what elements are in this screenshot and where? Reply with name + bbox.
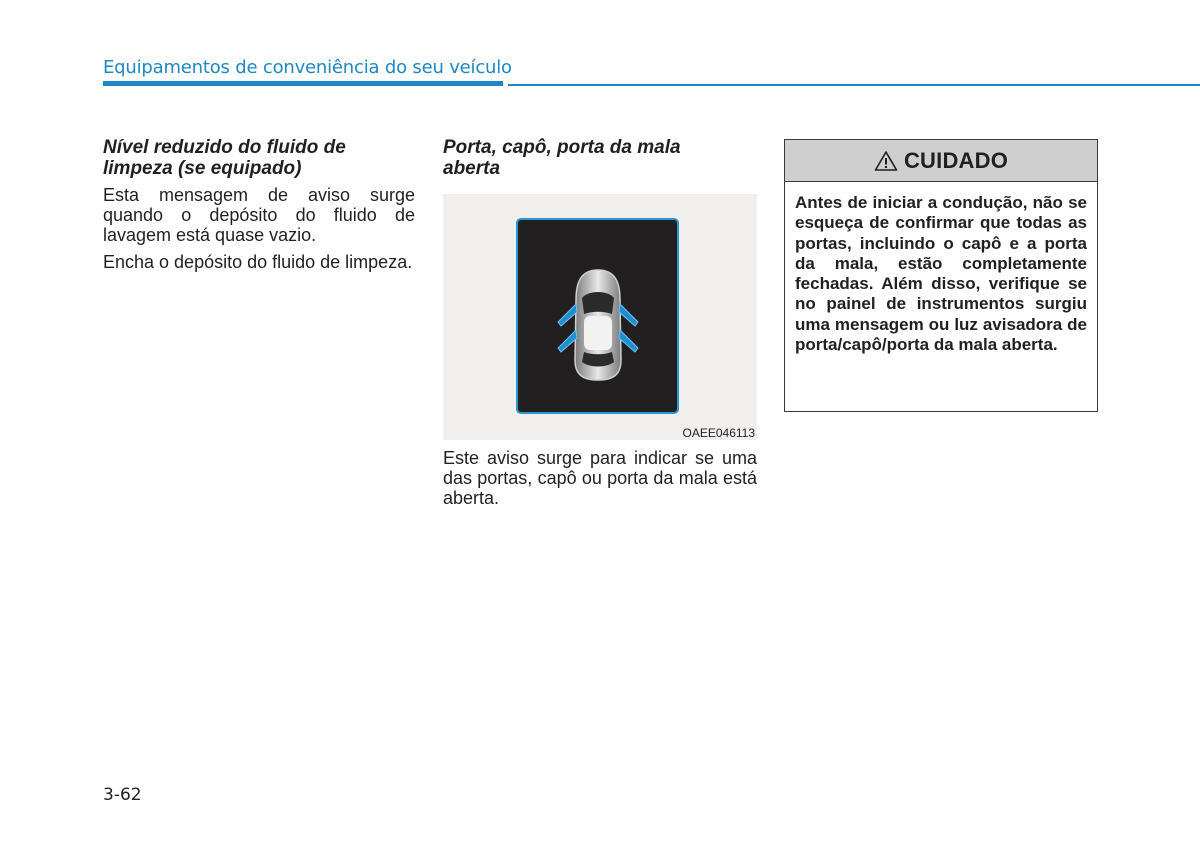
caution-text: Antes de iniciar a condução, não se esqueça de confirmar que todas as portas, incluindo o capô e a porta da mala, estão completamente fechadas. Além disso, verifique se no painel de instrumentos surgiu uma mensagem ou luz avisadora de porta/capô/porta da mala aberta.: [795, 193, 1087, 355]
header-bar: [103, 81, 503, 86]
section-title-washer-fluid: Nível reduzido do fluido de limpeza (se equipado): [103, 137, 346, 179]
section-title-door-open: Porta, capô, porta da mala aberta: [443, 137, 681, 179]
warning-triangle-icon: [874, 150, 898, 172]
header-title: Equipamentos de conveniência do seu veículo: [103, 57, 512, 78]
caution-header: [785, 140, 1097, 182]
paragraph-door-open: Este aviso surge para indicar se uma das portas, capô ou porta da mala está aberta.: [443, 448, 757, 508]
paragraph-washer-fluid-2: Encha o depósito do fluido de limpeza.: [103, 252, 413, 272]
warning-display: [516, 218, 679, 414]
caution-label: CUIDADO: [903, 147, 1009, 173]
paragraph-washer-fluid-1: Esta mensagem de aviso surge quando o depósito do fluido de lavagem está quase vazio.: [103, 185, 415, 245]
caution-box: [784, 139, 1098, 412]
car-doors-open-icon: [518, 220, 677, 412]
figure-code: OAEE046113: [682, 426, 755, 440]
figure-door-warning: [443, 194, 757, 440]
page-number: 3-62: [103, 785, 142, 805]
header-rule: [508, 84, 1200, 86]
